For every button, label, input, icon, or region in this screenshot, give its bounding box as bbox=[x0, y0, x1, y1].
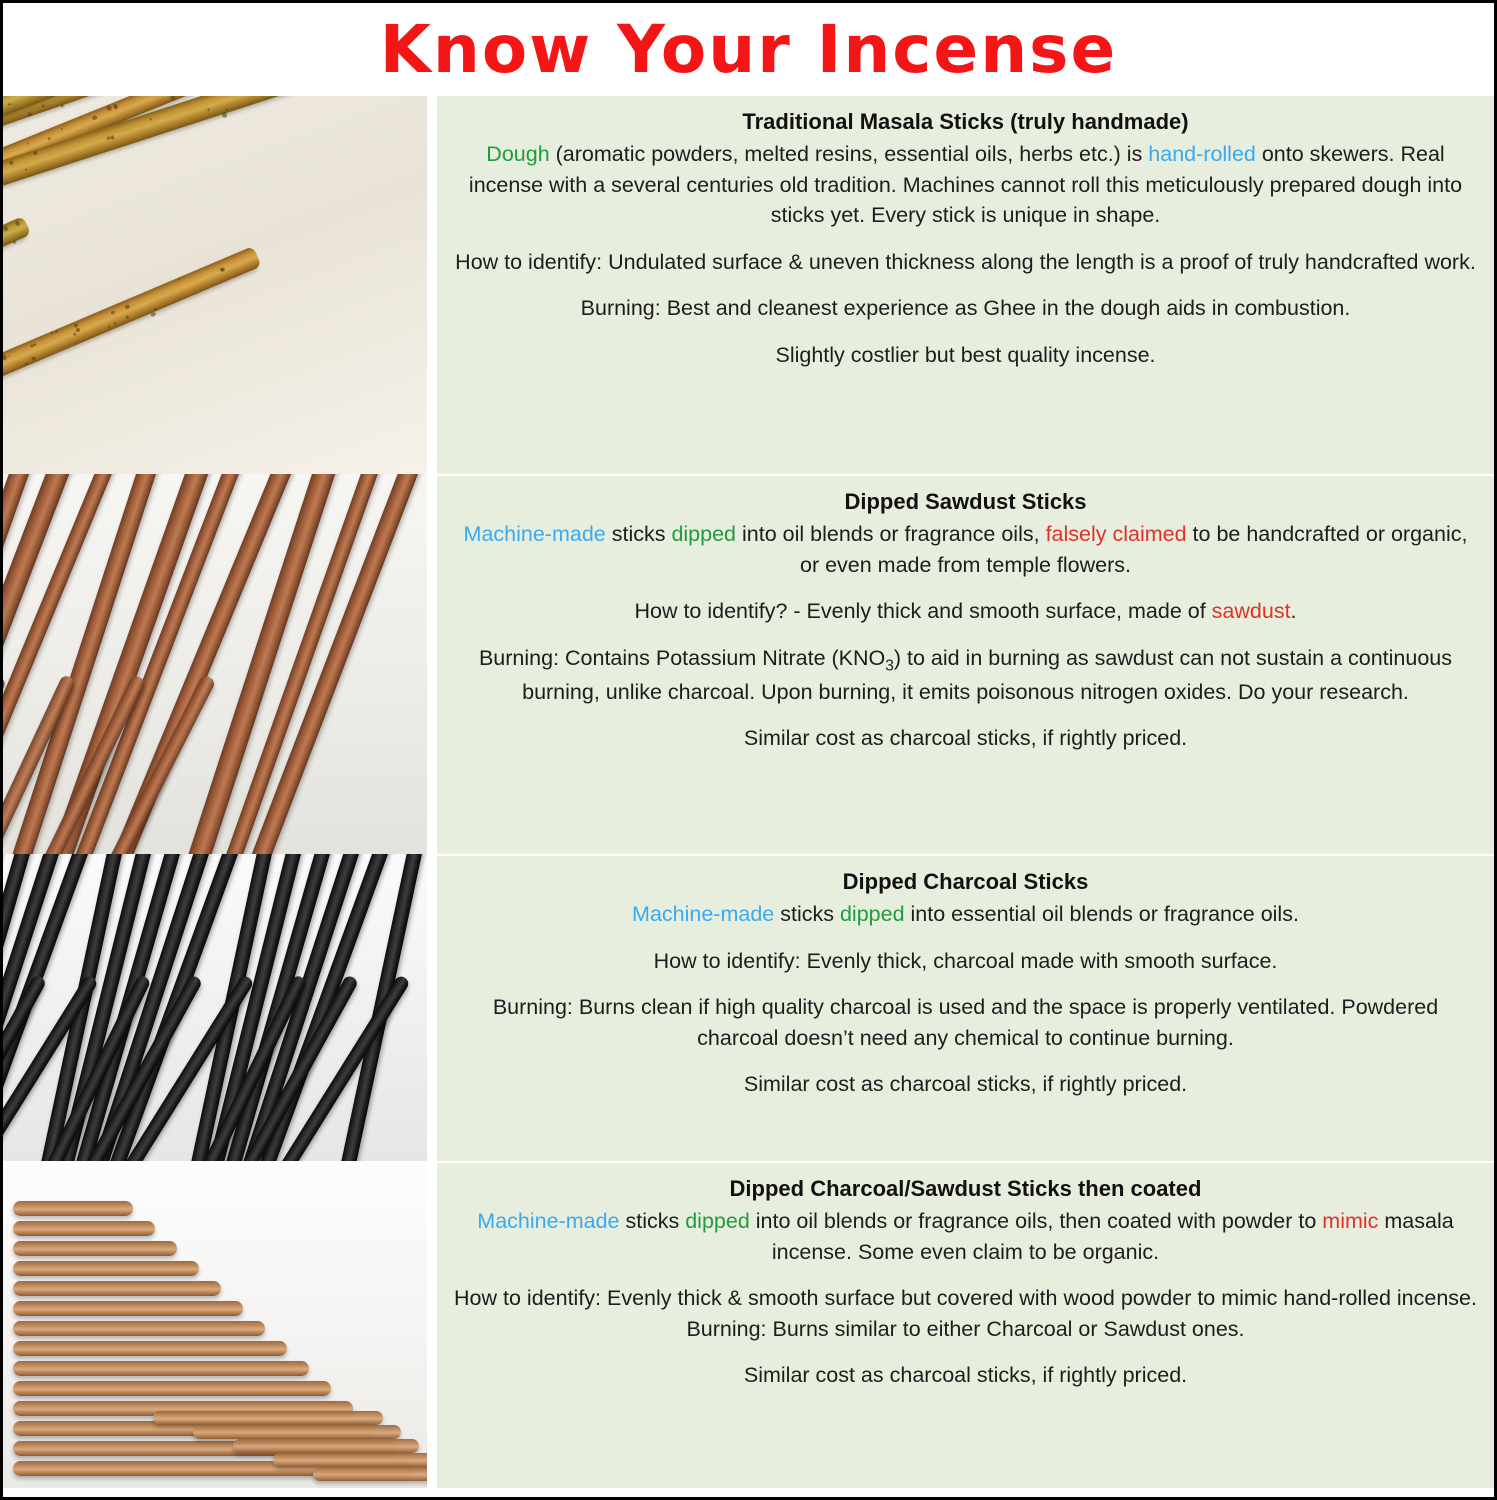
decorative-speck bbox=[225, 108, 227, 110]
decorative-speck bbox=[76, 328, 80, 332]
section-row-traditional-masala bbox=[3, 96, 1494, 474]
decorative-stick bbox=[13, 1261, 199, 1276]
decorative-speck bbox=[8, 354, 10, 356]
column-divider bbox=[427, 96, 437, 474]
section-paragraph: Similar cost as charcoal sticks, if rightly priced. bbox=[743, 1363, 1188, 1388]
decorative-stick bbox=[193, 1425, 401, 1439]
section-paragraph: How to identify: Evenly thick & smooth surface but covered with wood powder to mimic hand-rolled incense. Burning: Burns similar to either Charcoal or Sawdust ones. bbox=[454, 1286, 1477, 1341]
section-paragraph: How to identify? - Evenly thick and smooth surface, made of sawdust. bbox=[634, 599, 1297, 624]
decorative-speck bbox=[60, 103, 64, 107]
section-paragraph: Burning: Burns clean if high quality charcoal is used and the space is properly ventilated. Powdered charcoal doesn’t need any chemical to continue burning. bbox=[492, 995, 1439, 1050]
decorative-stick bbox=[153, 1411, 383, 1425]
photo-traditional-masala-sticks bbox=[3, 96, 427, 474]
section-paragraph: Machine-made sticks dipped into essential oil blends or fragrance oils. bbox=[632, 902, 1299, 926]
decorative-speck bbox=[114, 321, 117, 324]
page-title: Know Your Incense bbox=[379, 11, 1118, 88]
decorative-speck bbox=[3, 354, 8, 360]
decorative-speck bbox=[50, 331, 54, 335]
decorative-speck bbox=[26, 142, 29, 145]
section-row-dipped-charcoal bbox=[3, 854, 1494, 1161]
section-text-dipped-charcoal bbox=[437, 854, 1494, 1161]
column-divider bbox=[427, 1161, 437, 1488]
section-text-dipped-then-coated bbox=[437, 1161, 1494, 1488]
section-paragraph: Machine-made sticks dipped into oil blends or fragrance oils, then coated with powder to mimic masala incense. Some even claim to be organic. bbox=[477, 1209, 1454, 1264]
section-row-dipped-then-coated bbox=[3, 1161, 1494, 1488]
decorative-stick bbox=[3, 216, 31, 446]
decorative-speck bbox=[31, 356, 36, 361]
section-paragraph: Slightly costlier but best quality incense. bbox=[775, 342, 1156, 367]
decorative-speck bbox=[33, 150, 38, 155]
decorative-speck bbox=[55, 330, 58, 333]
section-heading: Dipped Sawdust Sticks bbox=[844, 488, 1087, 514]
decorative-stick bbox=[13, 1381, 331, 1396]
decorative-speck bbox=[15, 220, 20, 225]
column-divider bbox=[427, 854, 437, 1161]
decorative-stick bbox=[233, 1439, 419, 1453]
decorative-speck bbox=[111, 310, 115, 314]
decorative-speck bbox=[221, 112, 227, 118]
section-paragraph: Similar cost as charcoal sticks, if rightly priced. bbox=[743, 1072, 1188, 1097]
decorative-speck bbox=[12, 240, 16, 244]
section-heading: Traditional Masala Sticks (truly handmade) bbox=[742, 108, 1189, 134]
decorative-stick bbox=[13, 1341, 287, 1356]
decorative-speck bbox=[48, 136, 52, 140]
decorative-speck bbox=[207, 108, 210, 111]
decorative-stick bbox=[13, 1361, 309, 1376]
decorative-speck bbox=[124, 303, 130, 309]
column-divider bbox=[427, 474, 437, 854]
section-text-dipped-sawdust bbox=[437, 474, 1494, 854]
decorative-stick bbox=[313, 1467, 427, 1481]
decorative-speck bbox=[24, 168, 27, 171]
section-text-traditional-masala bbox=[437, 96, 1494, 474]
decorative-stick bbox=[3, 96, 362, 236]
decorative-speck bbox=[178, 277, 181, 280]
decorative-stick bbox=[13, 1241, 177, 1256]
decorative-speck bbox=[108, 325, 111, 328]
decorative-stick bbox=[13, 1281, 221, 1296]
section-paragraph: Machine-made sticks dipped into oil blends or fragrance oils, falsely claimed to be handcrafted or organic, or even made from temple flowers. bbox=[463, 522, 1468, 577]
photo-dipped-sawdust-sticks bbox=[3, 474, 427, 854]
decorative-speck bbox=[8, 102, 11, 105]
section-heading: Dipped Charcoal/Sawdust Sticks then coated bbox=[729, 1175, 1202, 1201]
decorative-speck bbox=[106, 104, 112, 110]
decorative-stick bbox=[273, 1453, 427, 1467]
decorative-speck bbox=[3, 225, 9, 231]
decorative-speck bbox=[60, 126, 63, 129]
photo-coated-sticks bbox=[3, 1161, 427, 1488]
section-row-dipped-sawdust bbox=[3, 474, 1494, 854]
decorative-speck bbox=[112, 103, 118, 109]
section-paragraph: Burning: Best and cleanest experience as Ghee in the dough aids in combustion. bbox=[580, 296, 1351, 321]
sections-list bbox=[3, 96, 1494, 1488]
decorative-stick bbox=[13, 1301, 243, 1316]
section-paragraph: Burning: Contains Potassium Nitrate $(KNO_3)$ to aid in burning as sawdust can not sustain a continuous burning, unlike charcoal. Upon burning, it emits poisonous nitrogen oxides. Do your research. bbox=[478, 645, 1453, 704]
decorative-speck bbox=[9, 160, 14, 165]
decorative-speck bbox=[149, 117, 153, 121]
decorative-stick bbox=[13, 1201, 133, 1216]
decorative-speck bbox=[41, 104, 45, 108]
decorative-speck bbox=[126, 315, 130, 319]
decorative-stick bbox=[13, 1321, 265, 1336]
section-paragraph: Dough (aromatic powders, melted resins, essential oils, herbs etc.) is hand-rolled onto skewers. Real incense with a several centuries old tradition. Machines cannot roll this meticulously prepared dough into sticks yet. Every stick is unique in shape. bbox=[468, 142, 1463, 228]
section-paragraph: How to identify: Undulated surface & uneven thickness along the length is a proof of truly handcrafted work. bbox=[455, 249, 1476, 274]
decorative-stick bbox=[13, 1221, 155, 1236]
decorative-speck bbox=[154, 307, 158, 311]
photo-dipped-charcoal-sticks bbox=[3, 854, 427, 1161]
section-paragraph: How to identify: Evenly thick, charcoal made with smooth surface. bbox=[653, 948, 1278, 973]
decorative-speck bbox=[27, 112, 32, 117]
section-paragraph: Similar cost as charcoal sticks, if rightly priced. bbox=[743, 726, 1188, 751]
section-heading: Dipped Charcoal Sticks bbox=[842, 868, 1089, 894]
decorative-speck bbox=[170, 96, 176, 100]
decorative-speck bbox=[25, 362, 28, 365]
decorative-speck bbox=[92, 114, 98, 120]
decorative-speck bbox=[150, 311, 156, 317]
decorative-stick bbox=[3, 246, 262, 454]
